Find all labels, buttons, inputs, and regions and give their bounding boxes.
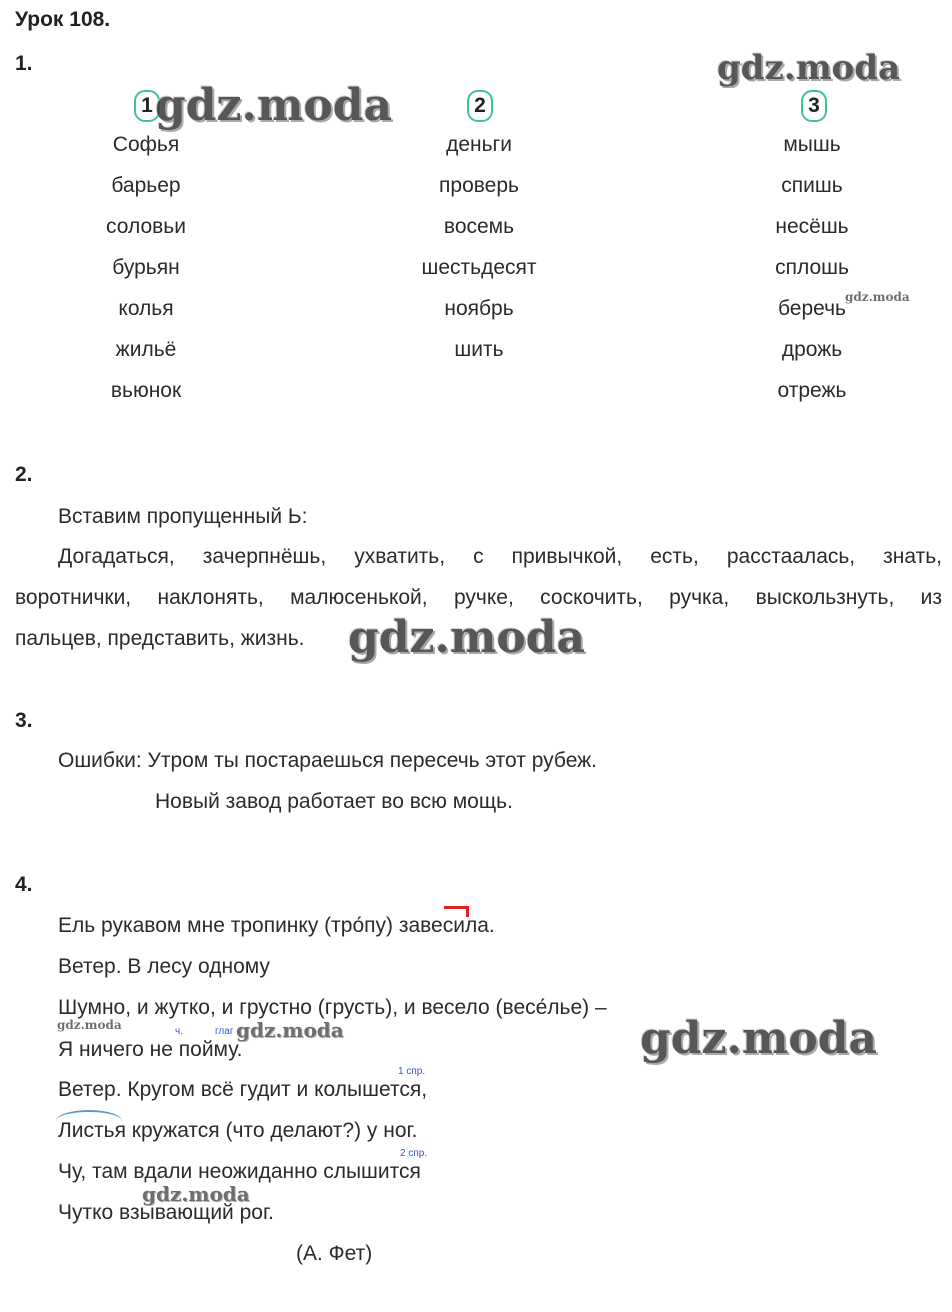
word: жильё (115, 338, 177, 361)
poem-line: Ветер. В лесу одному (58, 955, 270, 978)
word: проверь (439, 174, 519, 197)
note-conjugation-2: 2 спр. (400, 1148, 428, 1159)
poem-line: Чу, там вдали неожиданно слышится (58, 1160, 421, 1183)
word: барьер (111, 174, 181, 197)
word: отрежь (777, 379, 847, 402)
word: Софья (112, 133, 180, 156)
word: спишь (781, 174, 843, 197)
task-2-number: 2. (15, 463, 33, 486)
watermark-logo: gdz.moda (717, 48, 901, 88)
note-verb: глаг (215, 1026, 234, 1037)
poem-author: (А. Фет) (296, 1242, 373, 1265)
watermark-logo: gdz.moda (155, 80, 393, 131)
task-2-intro: Вставим пропущенный Ь: (58, 505, 308, 528)
task-2-line-2: воротнички, наклонять, малюсенькой, ручке, соскочить, ручка, выскользнуть, из (15, 586, 942, 609)
task-3-line-2: Новый завод работает во всю мощь. (155, 790, 513, 813)
column-2-label: 2 (467, 90, 493, 122)
note-conjugation-1: 1 спр. (398, 1066, 426, 1077)
word: несёшь (775, 215, 849, 238)
poem-line: Листья кружатся (что делают?) у ног. (58, 1119, 418, 1142)
watermark-logo: gdz.moda (640, 1013, 878, 1064)
word: дрожь (781, 338, 843, 361)
task-4-number: 4. (15, 873, 33, 896)
watermark-logo: gdz.moda (348, 612, 586, 663)
word: соловьи (106, 215, 186, 238)
watermark-logo: gdz.moda (57, 1018, 122, 1032)
word: вьюнок (110, 379, 182, 402)
column-1-label: 1 (134, 90, 160, 122)
watermark-logo: gdz.moda (845, 290, 910, 304)
task-3-number: 3. (15, 709, 33, 732)
poem-line: Я ничего не пойму. (58, 1038, 243, 1061)
word: беречь (777, 297, 846, 320)
word-column-3 (692, 130, 932, 417)
poem-line: Шумно, и жутко, и грустно (грусть), и весело (весе́лье) – (58, 996, 607, 1019)
column-3-label: 3 (801, 90, 827, 122)
word: мышь (783, 133, 841, 156)
word: бурьян (112, 256, 180, 279)
word: шестьдесят (421, 256, 537, 279)
watermark-logo: gdz.moda (142, 1182, 250, 1206)
task-2-line-3: пальцев, представить, жизнь. (15, 627, 305, 650)
word: восемь (443, 215, 515, 238)
word-column-2 (359, 130, 599, 376)
watermark-logo: gdz.moda (236, 1018, 344, 1042)
word-column-1 (26, 130, 266, 417)
lesson-title: Урок 108. (15, 8, 111, 31)
word: ноябрь (444, 297, 514, 320)
poem-line: Чутко взывающий рог. (58, 1201, 274, 1224)
poem-line: Ветер. Кругом всё гудит и колышется, (58, 1078, 428, 1101)
poem-line: Ель рукавом мне тропинку (тро́пу) завесила. (58, 914, 495, 937)
word: шить (454, 338, 504, 361)
task-2-line-1: Догадаться, зачерпнёшь, ухватить, с привычкой, есть, расстаалась, знать, (58, 545, 942, 568)
task-3-line-1: Ошибки: Утром ты постараешься пересечь этот рубеж. (58, 749, 598, 772)
note-part-of-speech: ч. (175, 1026, 183, 1037)
word: деньги (446, 133, 512, 156)
word: колья (118, 297, 174, 320)
word: сплошь (775, 256, 849, 279)
task-1-number: 1. (15, 52, 33, 75)
